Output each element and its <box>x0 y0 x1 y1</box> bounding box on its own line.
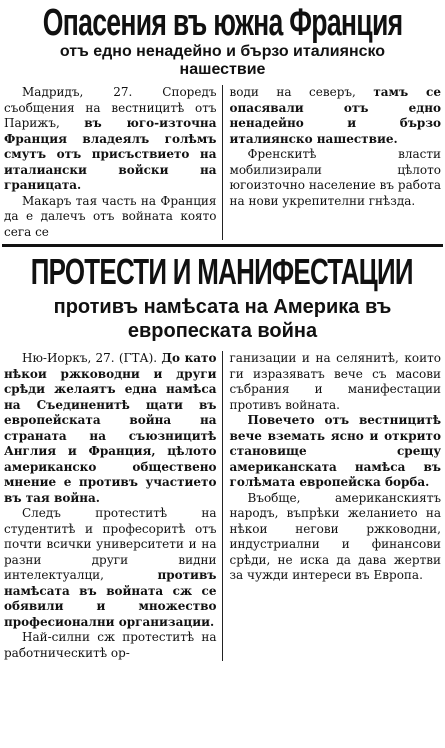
article-body <box>0 85 445 240</box>
paragraph-text: води на северъ, <box>229 85 356 99</box>
paragraph: Най-силни сж протеститѣ на работническитѣ ор- <box>4 630 217 660</box>
article-column-right <box>223 85 442 240</box>
paragraph <box>230 85 442 147</box>
paragraph-text-bold: въ юго-източна Франция владеялъ голѣмъ смутъ отъ присъствието на италиански войски на границата. <box>4 116 217 192</box>
paragraph: ганизации и на селянитѣ, които ги изразяватъ вече съ масови събрания и манифестации противъ войната. <box>229 351 441 412</box>
paragraph-bold: Повечето отъ вестницитѣ вече вземать ясно и открито становище срещу американската намѣса въ голѣмата европейска борба. <box>229 413 441 489</box>
article-subheadline: отъ едно ненадейно и бързо италиянско нашествие <box>59 43 386 78</box>
paragraph <box>4 85 217 194</box>
paragraph-text: Следъ протеститѣ на студентитѣ и професоритѣ отъ почти всички университети и на разни други видни интелектуалци, <box>4 506 217 582</box>
paragraph-text-bold: тамъ се опасявали отъ едно ненадейно и бързо италиянско нашествие. <box>229 85 441 146</box>
article-body <box>0 351 445 661</box>
article-column-left <box>4 85 223 240</box>
paragraph: Макаръ тая часть на Франция да е далечъ отъ войната която сега се <box>4 193 217 239</box>
article-column-left <box>4 351 223 661</box>
paragraph-text-bold: До като нѣкои ржководни и други срѣди желаятъ една намѣса на Съединенитѣ щати въ европейската война на страната на съюзницитѣ Англия и Франция, цѣлото американско обществено мнение е противъ участието въ тая война. <box>4 351 217 505</box>
paragraph <box>4 351 217 506</box>
article-column-right <box>223 351 442 661</box>
paragraph <box>4 506 217 630</box>
paragraph-text: Ню-Иоркъ, 27. (ГТА). <box>22 351 158 365</box>
paragraph-text-bold: противъ намѣсата въ войната сж се обявили и множество професионални организации. <box>4 568 217 629</box>
article-italy <box>0 2 445 240</box>
paragraph-text: Мадридъ, 27. Споредъ съобщения на вестницитѣ отъ Парижъ, <box>4 85 217 130</box>
newspaper-page <box>0 2 445 748</box>
article-headline: ПРОТЕСТИ И МАНИФЕСТАЦИИ <box>30 251 413 292</box>
article-subheadline: противъ намѣсата на Америка въ европеската война <box>53 296 392 342</box>
article-headline: Опасения въ южна Франция <box>42 2 403 44</box>
article-america <box>0 251 445 661</box>
divider-rule <box>2 244 443 247</box>
paragraph: Въобще, американскиятъ народъ, въпрѣки желанието на нѣкои негови ржководни, индустриални и финансови срѣди, не иска да дава жертви за чужди интереси въ Европа. <box>229 490 441 582</box>
paragraph: Френскитѣ власти мобилизирали цѣлото югоизточно население въ работа на нови укрепителни гнѣзда. <box>229 147 441 208</box>
